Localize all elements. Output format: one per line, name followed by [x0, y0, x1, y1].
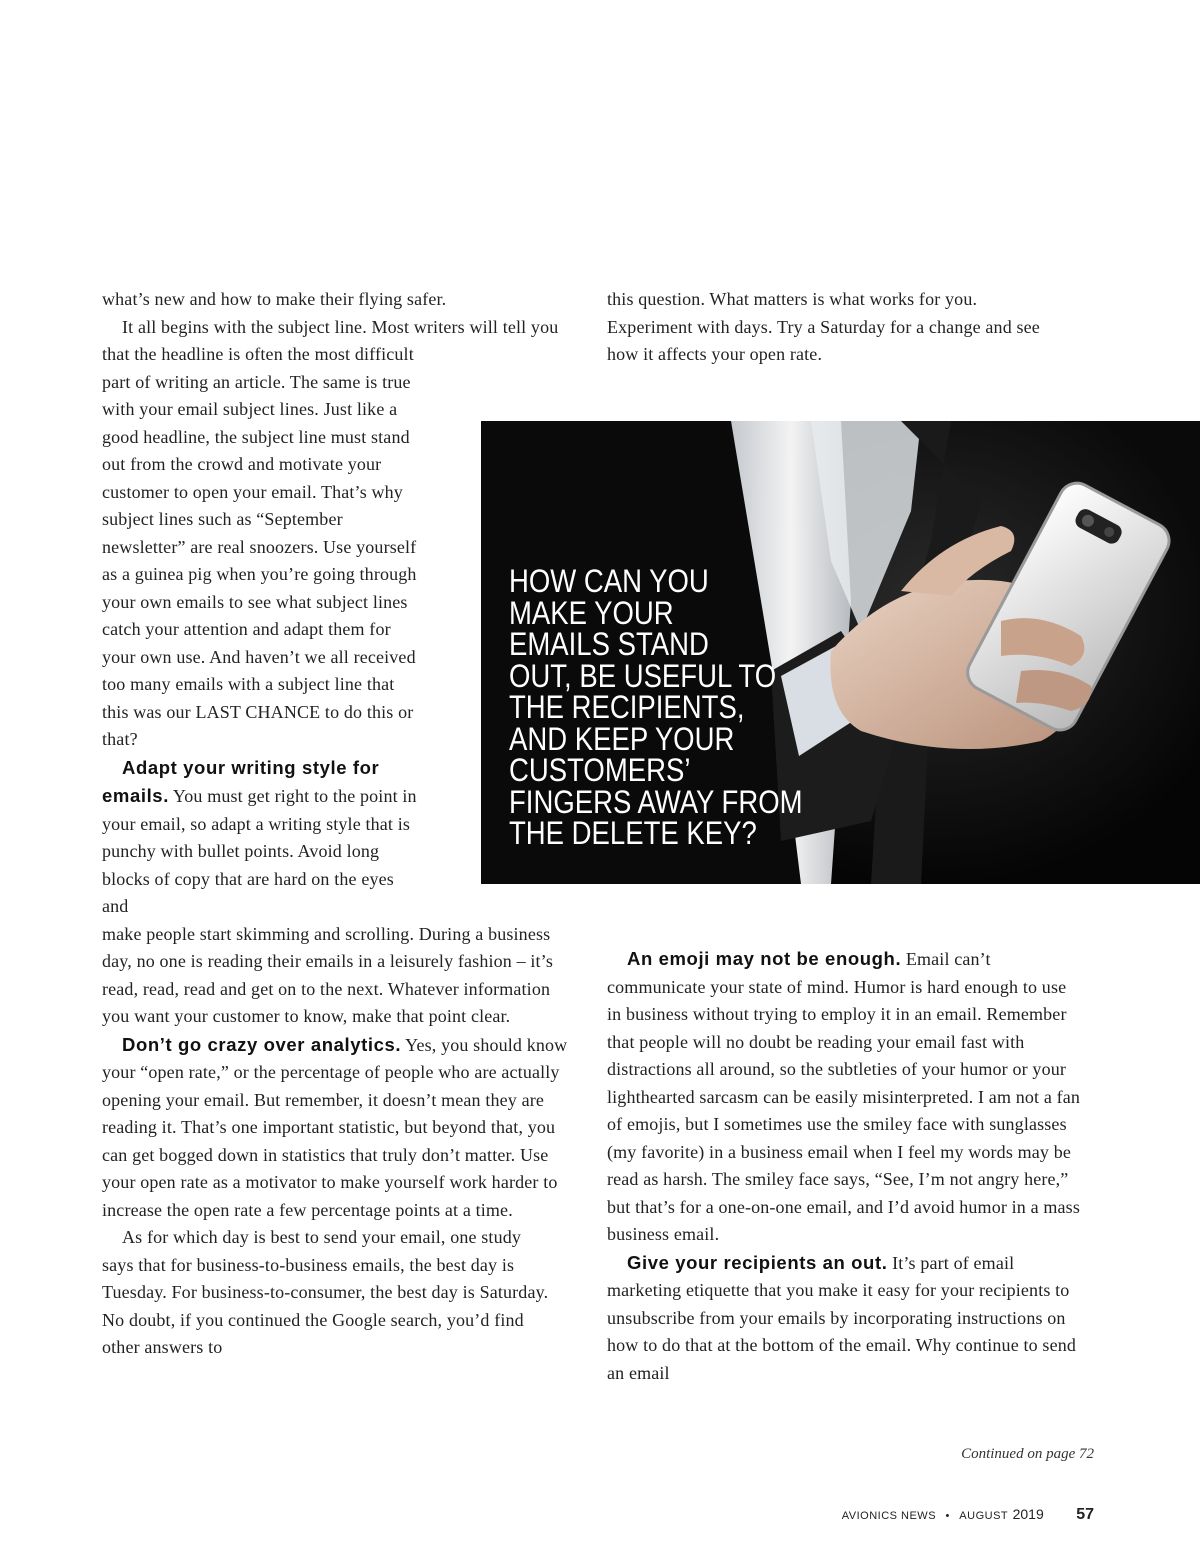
pull-quote-line: AND KEEP YOUR: [509, 720, 735, 757]
paragraph-best-day: As for which day is best to send your email, one study says that for business-to-business emails, the best day is Tuesday. For business-to-consumer, the best day is Saturday. No doubt, if you continued the Google search, you’d find other answers to: [102, 1227, 549, 1357]
analytics-text: Yes, you should know your “open rate,” or the percentage of people who are actually opening your email. But remember, it doesn’t mean they are reading it. That’s one important statistic, but beyond that, you can get bogged down in statistics that truly don’t matter. Use your open rate as a motivator to make yourself work harder to increase the open rate a few percentage points at a time.: [102, 1034, 568, 1220]
heading-analytics: Don’t go crazy over analytics.: [122, 1033, 402, 1055]
continued-note: Continued on page 72: [961, 1446, 1094, 1462]
paragraph-flying-safer: what’s new and how to make their flying safer.: [102, 289, 447, 309]
heading-give-out: Give your recipients an out.: [627, 1251, 888, 1273]
paragraph-adapt-cont: make people start skimming and scrolling. During a business day, no one is reading their emails in a leisurely fashion – it’s read, read, read and get on to the next. Whatever information you want your customer to know, make that point clear.: [102, 923, 553, 1026]
pull-quote-line: THE RECIPIENTS,: [509, 689, 745, 725]
footer-year: 2019: [1012, 1506, 1044, 1522]
pull-quote-line: OUT, BE USEFUL TO: [509, 657, 777, 694]
right-column-bottom: [607, 945, 1085, 1387]
pull-quote-line: MAKE YOUR: [509, 594, 674, 631]
pull-quote-line: HOW CAN YOU: [509, 563, 709, 599]
emoji-text: Email can’t communicate your state of mind. Humor is hard enough to use in business without trying to employ it in an email. Remember that people will no doubt be reading your email fast with distractions all around, so the subtleties of your humor or your lighthearted sarcasm can be easily misinterpreted. I am not a fan of emojis, but I sometimes use the smiley face with sunglasses (my favorite) in a business email when I feel my words may be read as harsh. The smiley face says, “See, I’m not angry here,” but that’s for a one-on-one email, and I’d avoid humor in a mass business email.: [607, 949, 1081, 1244]
pull-quote: [509, 563, 803, 851]
pull-quote-line: FINGERS AWAY FROM: [509, 783, 803, 820]
paragraph-give-out: [607, 1249, 1077, 1388]
page-number: 57: [1076, 1506, 1094, 1523]
adapt-text: You must get right to the point in your email, so adapt a writing style that is punchy with bullet points. Avoid long blocks of copy that are hard on the eyes and: [102, 786, 417, 916]
footer-bullet: •: [945, 1510, 950, 1522]
publication-name: AVIONICS NEWS: [841, 1510, 937, 1522]
paragraph-emoji: [607, 945, 1085, 1249]
heading-emoji: An emoji may not be enough.: [627, 948, 902, 969]
paragraph-adapt: [102, 754, 422, 921]
right-column-top: [607, 286, 1067, 369]
pull-quote-line: CUSTOMERS’: [509, 752, 691, 788]
paragraph-subject-line: It all begins with the subject line. Most writers will tell you that the headline is often the most difficult: [102, 316, 559, 364]
paragraph-subject-line-cont: part of writing an article. The same is true with your email subject lines. Just like a good headline, the subject line must stand out from the crowd and motivate your customer to open your email. That’s why subject lines such as “September newsletter” are real snoozers. Use yourself as a guinea pig when you’re going through your own emails to see what subject lines catch your attention and adapt them for your own use. And haven’t we all received too many emails with a subject line that this was our LAST CHANCE to do this or that?: [102, 371, 417, 749]
pull-quote-line: THE DELETE KEY?: [509, 815, 757, 851]
phone-photo: [481, 421, 1200, 884]
page-footer: [760, 1506, 1094, 1524]
footer-month: AUGUST: [959, 1510, 1009, 1522]
pull-quote-line: EMAILS STAND: [509, 626, 709, 662]
heading-adapt-writing-style: Adapt your writing style for emails.: [102, 756, 380, 806]
paragraph-analytics: [102, 1031, 572, 1225]
paragraph-what-matters: this question. What matters is what works for you. Experiment with days. Try a Saturday for a change and see how it affects your open rate.: [607, 289, 1040, 364]
give-out-text: It’s part of email marketing etiquette that you make it easy for your recipients to unsubscribe from your emails by incorporating instructions on how to do that at the bottom of the email. Why continue to send an email: [607, 1252, 1077, 1383]
